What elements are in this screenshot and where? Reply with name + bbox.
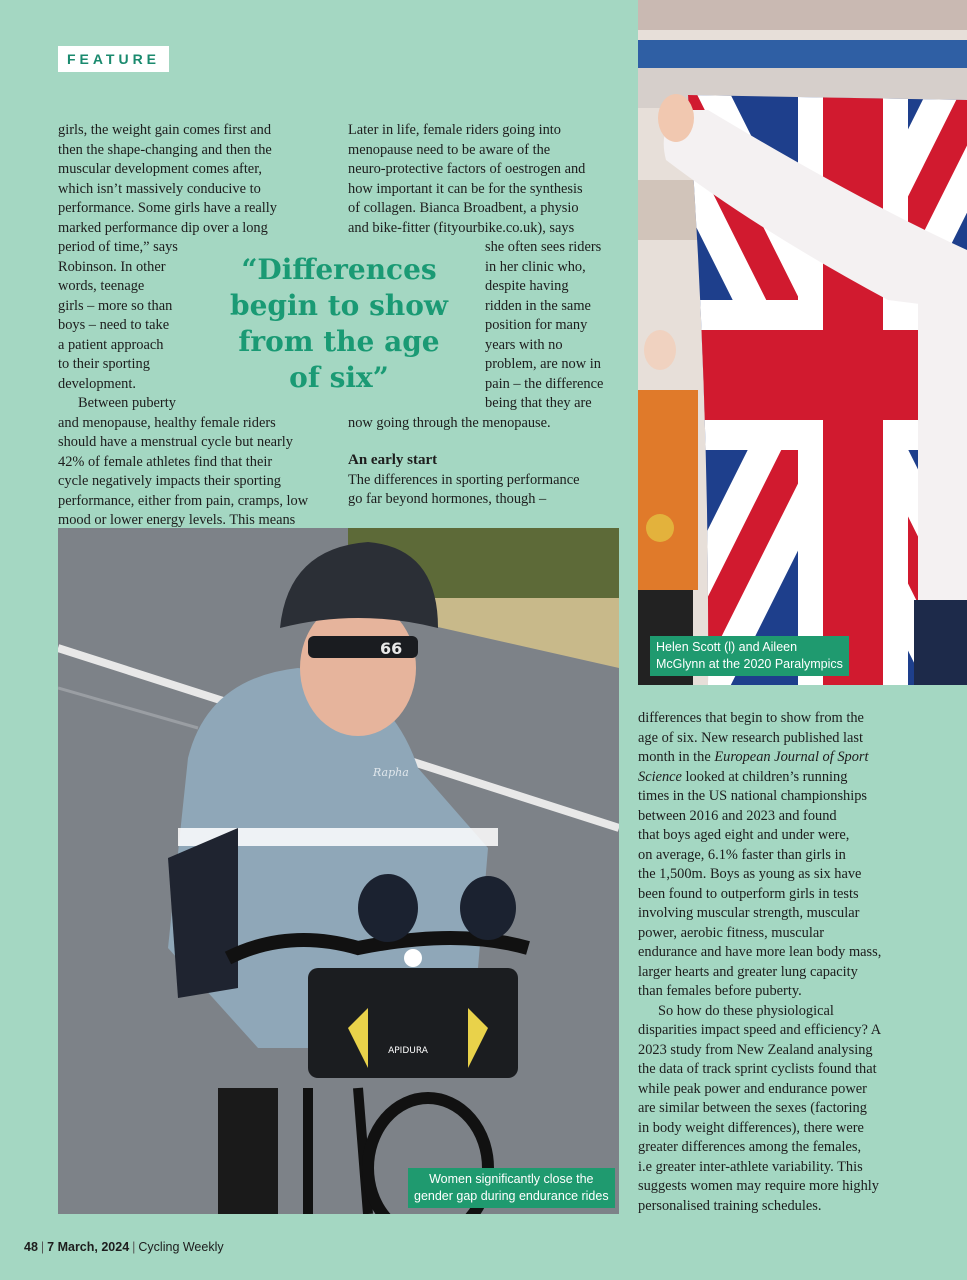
paragraph: differences that begin to show from the age of six. New research published last month in the European Journal of Sport Science looked at children’s running times in the US national championships between 2016 and 2023 and found that boys aged eight and under were, on average, 6.1% faster than girls in the 1,500m. Boys as young as six have been found to outperform girls in tests involving muscular strength, muscular power, aerobic fitness, muscular endurance and have more lean body mass, larger hearts and greater lung capacity than females before puberty. — [638, 710, 882, 999]
page-footer: 48 | 7 March, 2024 | Cycling Weekly — [24, 1240, 224, 1254]
section-tag: FEATURE — [58, 46, 169, 72]
cyclist-photo-caption: Women significantly close the gender gap during endurance rides — [408, 1168, 615, 1208]
jersey-logo: Rapha — [373, 766, 409, 779]
journal-title-cont: Science — [638, 768, 682, 785]
flag-photo-caption: Helen Scott (l) and Aileen McGlynn at the 2020 Paralympics — [650, 636, 849, 676]
article-column-3 — [638, 709, 913, 1216]
magazine-name: Cycling Weekly — [138, 1240, 224, 1254]
paragraph-end: now going through the menopause. — [348, 414, 551, 431]
pull-quote: “Differences begin to show from the age of six” — [230, 253, 448, 394]
paragraph: The differences in sporting performance go far beyond hormones, though – — [348, 471, 580, 507]
helmet-number: 66 — [380, 639, 403, 658]
paragraph: So how do these physiological disparities impact speed and efficiency? A 2023 study from New Zealand analysing the data of track sprint cyclists found that while peak power and endurance power are similar between the sexes (factoring in body weight differences), there were greater differences among the females, i.e greater inter-athlete variability. This suggests women may require more highly personalised training schedules. — [638, 1002, 882, 1214]
paragraph: girls, the weight gain comes first and then the shape-changing and then the muscular development comes after, which isn’t massively conducive to performance. Some girls have a really marked performance dip over a long period of time,” says Robinson. In other words, teenage girls – more so than boys – need to take a patient approach to their sporting development. — [58, 122, 277, 392]
flag-photo-illustration — [638, 0, 967, 685]
paragraph: Between puberty and menopause, healthy female riders should have a menstrual cycle but nearly 42% of female athletes find that their cycle negatively impacts their sporting performance, either from pain, cramps, low mood or lower energy levels. This means — [58, 395, 309, 528]
journal-title: European Journal of Sport — [714, 749, 869, 765]
paragraph-wrapped: she often sees riders in her clinic who, despite having ridden in the same position for many years with no problem, are now in pain – the difference being that they are — [485, 239, 604, 411]
issue-date: 7 March, 2024 — [47, 1240, 130, 1254]
cyclist-photo-illustration — [58, 528, 619, 1214]
article-column-2 — [348, 121, 623, 510]
paralympics-flag-photo — [638, 0, 967, 685]
bag-logo: APIDURA — [388, 1046, 428, 1056]
subheading: An early start — [348, 452, 438, 468]
page-number: 48 — [24, 1240, 38, 1254]
paragraph: Later in life, female riders going into menopause need to be aware of the neuro-protective factors of oestrogen and how important it can be for the synthesis of collagen. Bianca Broadbent, a physio and bike-fitter (fityourbike.co.uk), says — [348, 122, 586, 236]
cyclist-photo — [58, 528, 619, 1214]
